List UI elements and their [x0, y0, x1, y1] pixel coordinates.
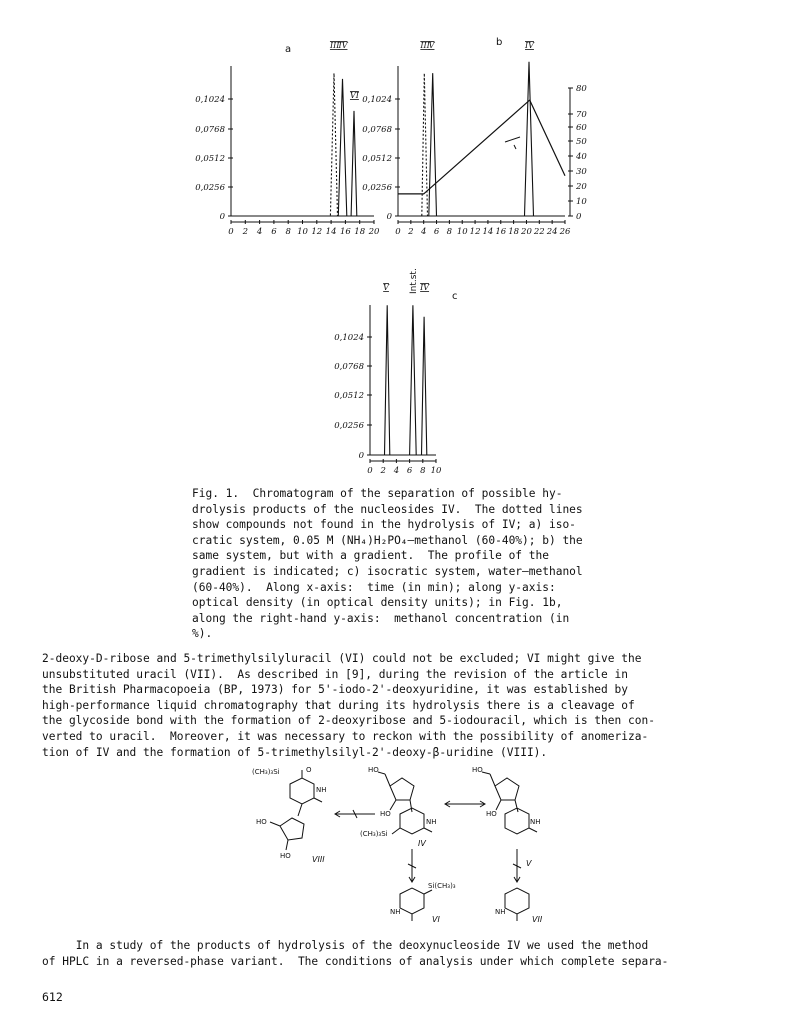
y2-tick-label-b: 30	[576, 167, 587, 177]
arrow-to-viii	[335, 810, 375, 818]
peak-label-c-2: IV	[420, 283, 430, 292]
y-tick-label-a: 0,1024	[195, 95, 225, 105]
compound-vii-structure	[505, 888, 529, 921]
panel-a	[195, 41, 380, 237]
nh-label-5: NH	[495, 908, 506, 916]
panel-a-label: a	[285, 44, 292, 55]
y2-tick-label-b: 0	[576, 212, 582, 222]
nh-label-3: NH	[530, 818, 541, 826]
y2-tick-label-b: 60	[576, 123, 587, 133]
y-tick-label-c: 0,0512	[334, 391, 364, 401]
substituent-label-2: (CH₃)₃Si	[360, 830, 388, 838]
x-tick-label-c: 6	[406, 466, 413, 476]
peak-label-c-0: V	[383, 283, 389, 292]
nh-label-2: NH	[426, 818, 437, 826]
y2-tick-label-b: 70	[576, 110, 587, 120]
y-tick-label-a: 0,0512	[195, 154, 225, 164]
y2-tick-label-b: 20	[576, 182, 587, 192]
ho-label-5: HO	[472, 766, 483, 774]
x-tick-label-c: 0	[367, 466, 373, 476]
x-tick-label-a: 10	[297, 227, 308, 237]
x-tick-label-a: 6	[271, 227, 277, 237]
x-tick-label-b: 24	[546, 227, 558, 237]
compound-viii-structure	[270, 770, 322, 850]
x-tick-label-b: 16	[495, 227, 507, 237]
ho-label-4: HO	[380, 810, 391, 818]
y2-tick-label-b: 10	[576, 197, 587, 207]
x-tick-label-b: 20	[521, 227, 532, 237]
ho-label-3: HO	[368, 766, 379, 774]
ho-label-1: HO	[256, 818, 267, 826]
gradient-arrow-b	[505, 137, 520, 142]
x-tick-label-b: 12	[469, 227, 481, 237]
compound-iv-structure	[378, 772, 432, 834]
peak-label-a-2: VI	[349, 91, 359, 100]
y-tick-label-b: 0	[386, 212, 392, 222]
x-tick-label-c: 2	[380, 466, 386, 476]
x-tick-label-b: 4	[420, 227, 427, 237]
peak-label-a-0: III	[329, 41, 340, 50]
body-paragraph-1: 2-deoxy-D-ribose and 5-trimethylsilyluracil (VI) could not be excluded; VI might give the unsubstituted uracil (VII). As described in [9], during the revision of the article in the British Pharmacopoeia (BP, 1973) for 5'-iodo-2'-deoxyuridine, it was established by high-performance liquid chromatography that during its hydrolysis there is a cleavage of the glycoside bond with the formation of 2-deoxyribose and 5-iodouracil, which is then con- verted to uracil. Moreover, it was necessary to reckon with the possibility of anomeriza- tion of IV and the formation of 5-trimethylsilyl-2'-deoxy-β-uridine (VIII).	[42, 652, 655, 759]
peak-label-b-0: III	[420, 41, 430, 50]
x-tick-label-a: 18	[354, 227, 366, 237]
peak-a-2	[231, 111, 374, 216]
compound-v-structure	[482, 772, 537, 834]
x-tick-label-b: 0	[395, 227, 401, 237]
chromatogram-figure	[0, 0, 796, 480]
panel-b	[362, 37, 587, 237]
x-tick-label-c: 4	[393, 466, 400, 476]
substituent-label-1: (CH₃)₃Si	[252, 768, 280, 776]
y2-tick-label-b: 50	[576, 137, 587, 147]
peak-b-1	[398, 73, 565, 216]
y-tick-label-c: 0,1024	[334, 333, 364, 343]
peak-label-c-1: Int.st.	[408, 268, 419, 294]
nh-label-4: NH	[390, 908, 401, 916]
y-tick-label-b: 0,1024	[362, 95, 392, 105]
figure-caption: Fig. 1. Chromatogram of the separation of possible hy- drolysis products of the nucleosides IV. The dotted lines show compounds not found in the hydrolysis of IV; a) iso- cratic system, 0.05 M (NH₄)H₂PO₄—methanol (60-40%); b) the same system, but with a gradient. The profile of the gradient is indicated; c) isocratic system, water—methanol (60-40%). Along x-axis: time (in min); along y-axis: optical density (in optical density units); in Fig. 1b, along the right-hand y-axis: methanol concentration (in %).	[192, 487, 583, 641]
x-tick-label-b: 10	[456, 227, 468, 237]
compound-label-viii: VIII	[312, 855, 325, 864]
x-tick-label-a: 14	[325, 227, 337, 237]
y-tick-label-a: 0,0256	[195, 183, 225, 193]
x-tick-label-a: 0	[228, 227, 234, 237]
x-tick-label-b: 22	[533, 227, 545, 237]
x-tick-label-a: 2	[242, 227, 249, 237]
y-tick-label-a: 0	[219, 212, 225, 222]
y2-tick-label-b: 40	[576, 152, 587, 162]
substituent-label-3: Si(CH₃)₃	[428, 882, 456, 890]
body-paragraph-2: In a study of the products of hydrolysis of the deoxynucleoside IV we used the method of HPLC in a reversed-phase variant. The conditions of analysis under which complete separa-	[42, 939, 669, 968]
x-tick-label-a: 8	[285, 227, 291, 237]
compound-label-vi: VI	[432, 915, 440, 924]
y-tick-label-c: 0	[358, 451, 364, 461]
y2-tick-label-b: 80	[576, 84, 587, 94]
compound-label-v: V	[526, 859, 532, 868]
reaction-scheme	[250, 764, 550, 934]
x-tick-label-a: 12	[311, 227, 323, 237]
panel-b-label: b	[496, 37, 503, 48]
compound-label-iv: IV	[418, 839, 426, 848]
x-tick-label-c: 8	[420, 466, 426, 476]
x-tick-label-a: 4	[256, 227, 263, 237]
panel-c	[334, 268, 457, 476]
page-number: 612	[42, 990, 63, 1004]
peak-label-b-2: IV	[525, 41, 534, 50]
equilibrium-arrow	[445, 801, 485, 807]
x-tick-label-a: 16	[339, 227, 351, 237]
peak-b-0	[398, 73, 565, 216]
x-tick-label-a: 20	[368, 227, 380, 237]
x-tick-label-b: 26	[559, 227, 571, 237]
arrow-to-vi	[408, 849, 416, 882]
peak-label-b-1: V	[428, 41, 435, 50]
arrow-to-vii	[513, 849, 521, 882]
x-tick-label-b: 14	[482, 227, 494, 237]
x-tick-label-b: 2	[408, 227, 414, 237]
gradient-arrow-tail-b	[514, 145, 516, 149]
o-label-1: O	[306, 766, 312, 774]
compound-label-vii: VII	[532, 915, 543, 924]
x-tick-label-c: 10	[430, 466, 442, 476]
y-tick-label-b: 0,0512	[362, 154, 392, 164]
x-tick-label-b: 6	[433, 227, 440, 237]
ho-label-6: HO	[486, 810, 497, 818]
y-tick-label-b: 0,0256	[362, 183, 392, 193]
x-tick-label-b: 18	[508, 227, 520, 237]
peak-label-a-1: IV	[338, 41, 348, 50]
y-tick-label-c: 0,0768	[334, 362, 364, 372]
y-tick-label-c: 0,0256	[334, 421, 364, 431]
x-tick-label-b: 8	[446, 227, 453, 237]
y-tick-label-b: 0,0768	[362, 125, 392, 135]
ho-label-2: HO	[280, 852, 291, 860]
y-tick-label-a: 0,0768	[195, 125, 225, 135]
compound-vi-structure	[400, 888, 432, 921]
peak-c-2	[370, 317, 436, 455]
nh-label-1: NH	[316, 786, 327, 794]
panel-c-label: c	[452, 291, 458, 302]
